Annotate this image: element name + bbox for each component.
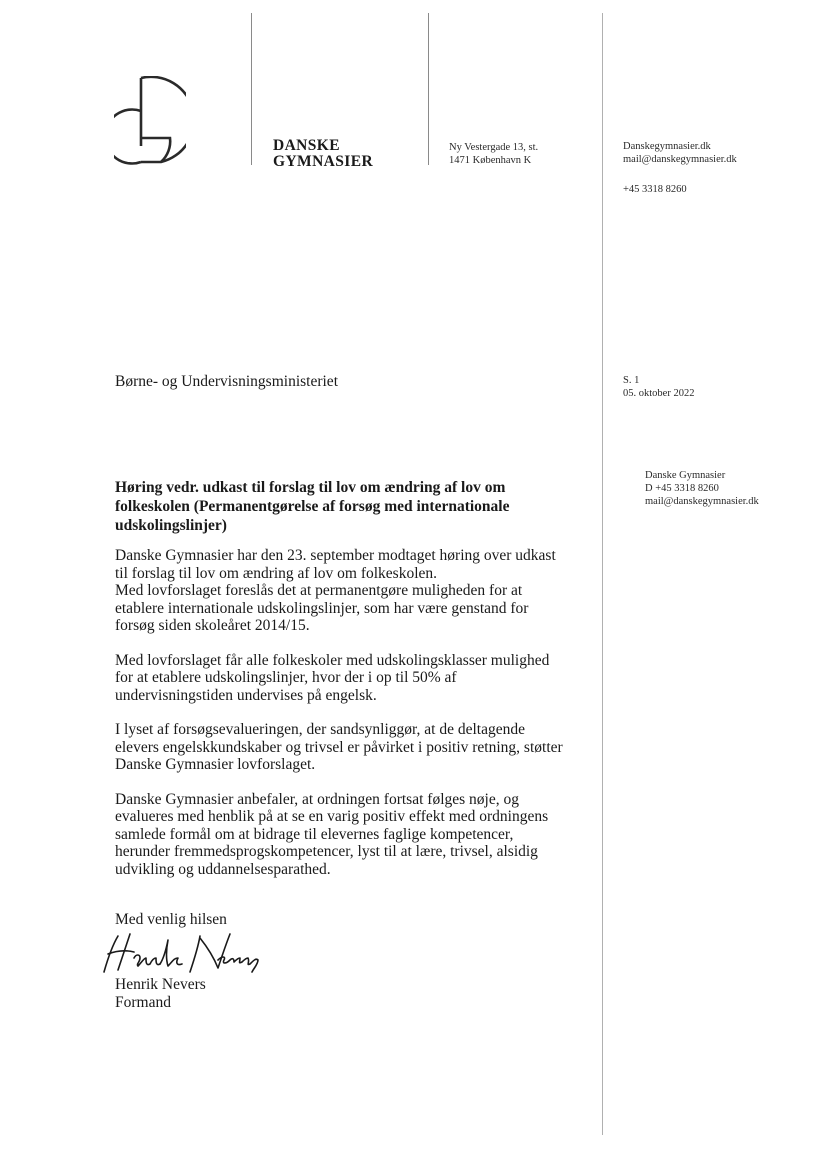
letter-subject: Høring vedr. udkast til forslag til lov om ændring af lov om folkeskolen (Permanentgørelse af forsøg med internationale udskolingslinjer) bbox=[115, 479, 510, 534]
danske-gymnasier-logo bbox=[114, 76, 186, 166]
paragraph-line: forsøg siden skoleåret 2014/15. bbox=[115, 617, 310, 634]
brand-name bbox=[273, 138, 373, 170]
paragraph-3 bbox=[115, 721, 585, 774]
letter-date: 05. oktober 2022 bbox=[623, 388, 695, 399]
brand-line-1: DANSKE bbox=[273, 137, 340, 154]
paragraph-line: til forslag til lov om ændring af lov om folkeskolen. bbox=[115, 564, 438, 582]
recipient: Børne- og Undervisningsministeriet bbox=[115, 373, 338, 390]
header-divider-left bbox=[251, 13, 252, 165]
paragraph-1 bbox=[115, 547, 585, 635]
sender-phone: D +45 3318 8260 bbox=[645, 483, 719, 494]
contact-website: Danskegymnasier.dk bbox=[623, 141, 711, 152]
paragraph-2 bbox=[115, 652, 585, 705]
paragraph-line: Danske Gymnasier anbefaler, at ordningen fortsat følges nøje, og bbox=[115, 790, 519, 808]
postal-address bbox=[449, 141, 538, 167]
margin-column-divider bbox=[602, 13, 603, 1135]
signatory bbox=[115, 976, 206, 1011]
paragraph-line: evalueres med henblik på at se en varig positiv effekt med ordningens bbox=[115, 808, 549, 825]
paragraph-line: I lyset af forsøgsevalueringen, der sandsynliggør, at de deltagende bbox=[115, 721, 525, 738]
paragraph-line: etablere internationale udskolingslinjer, som har være genstand for bbox=[115, 599, 529, 617]
paragraph-line: undervisningstiden undervises på engelsk. bbox=[115, 686, 377, 704]
brand-line-2: GYMNASIER bbox=[273, 153, 374, 170]
sender-block bbox=[645, 469, 759, 508]
sender-email: mail@danskegymnasier.dk bbox=[645, 496, 759, 507]
paragraph-line: Med lovforslaget får alle folkeskoler med udskolingsklasser mulighed bbox=[115, 651, 550, 669]
page-number: S. 1 bbox=[623, 375, 640, 386]
handwritten-signature bbox=[100, 928, 270, 976]
signatory-name: Henrik Nevers bbox=[115, 976, 206, 993]
contact-block bbox=[623, 140, 737, 166]
contact-phone: +45 3318 8260 bbox=[623, 184, 687, 195]
letter-body bbox=[115, 547, 585, 895]
paragraph-line: herunder fremmedsprogskompetencer, lyst til at lære, trivsel, alsidig bbox=[115, 843, 538, 860]
sender-name: Danske Gymnasier bbox=[645, 470, 726, 481]
paragraph-line: samlede formål om at bidrage til elevernes faglige kompetencer, bbox=[115, 825, 514, 843]
address-street: Ny Vestergade 13, st. bbox=[449, 142, 539, 153]
page-meta bbox=[623, 374, 694, 400]
contact-email: mail@danskegymnasier.dk bbox=[623, 154, 737, 165]
closing-greeting: Med venlig hilsen bbox=[115, 911, 227, 928]
header-divider-middle bbox=[428, 13, 429, 165]
paragraph-line: Med lovforslaget foreslås det at permanentgøre muligheden for at bbox=[115, 582, 523, 599]
paragraph-4 bbox=[115, 791, 585, 879]
paragraph-line: udvikling og uddannelsesparathed. bbox=[115, 860, 331, 878]
paragraph-line: for at etablere udskolingslinjer, hvor der i op til 50% af bbox=[115, 669, 457, 686]
paragraph-line: Danske Gymnasier har den 23. september modtaget høring over udkast bbox=[115, 547, 556, 564]
paragraph-line: elevers engelskkundskaber og trivsel er påvirket i positiv retning, støtter bbox=[115, 738, 563, 756]
paragraph-line: Danske Gymnasier lovforslaget. bbox=[115, 756, 316, 773]
signatory-title: Formand bbox=[115, 993, 171, 1011]
address-city: 1471 København K bbox=[449, 155, 532, 166]
